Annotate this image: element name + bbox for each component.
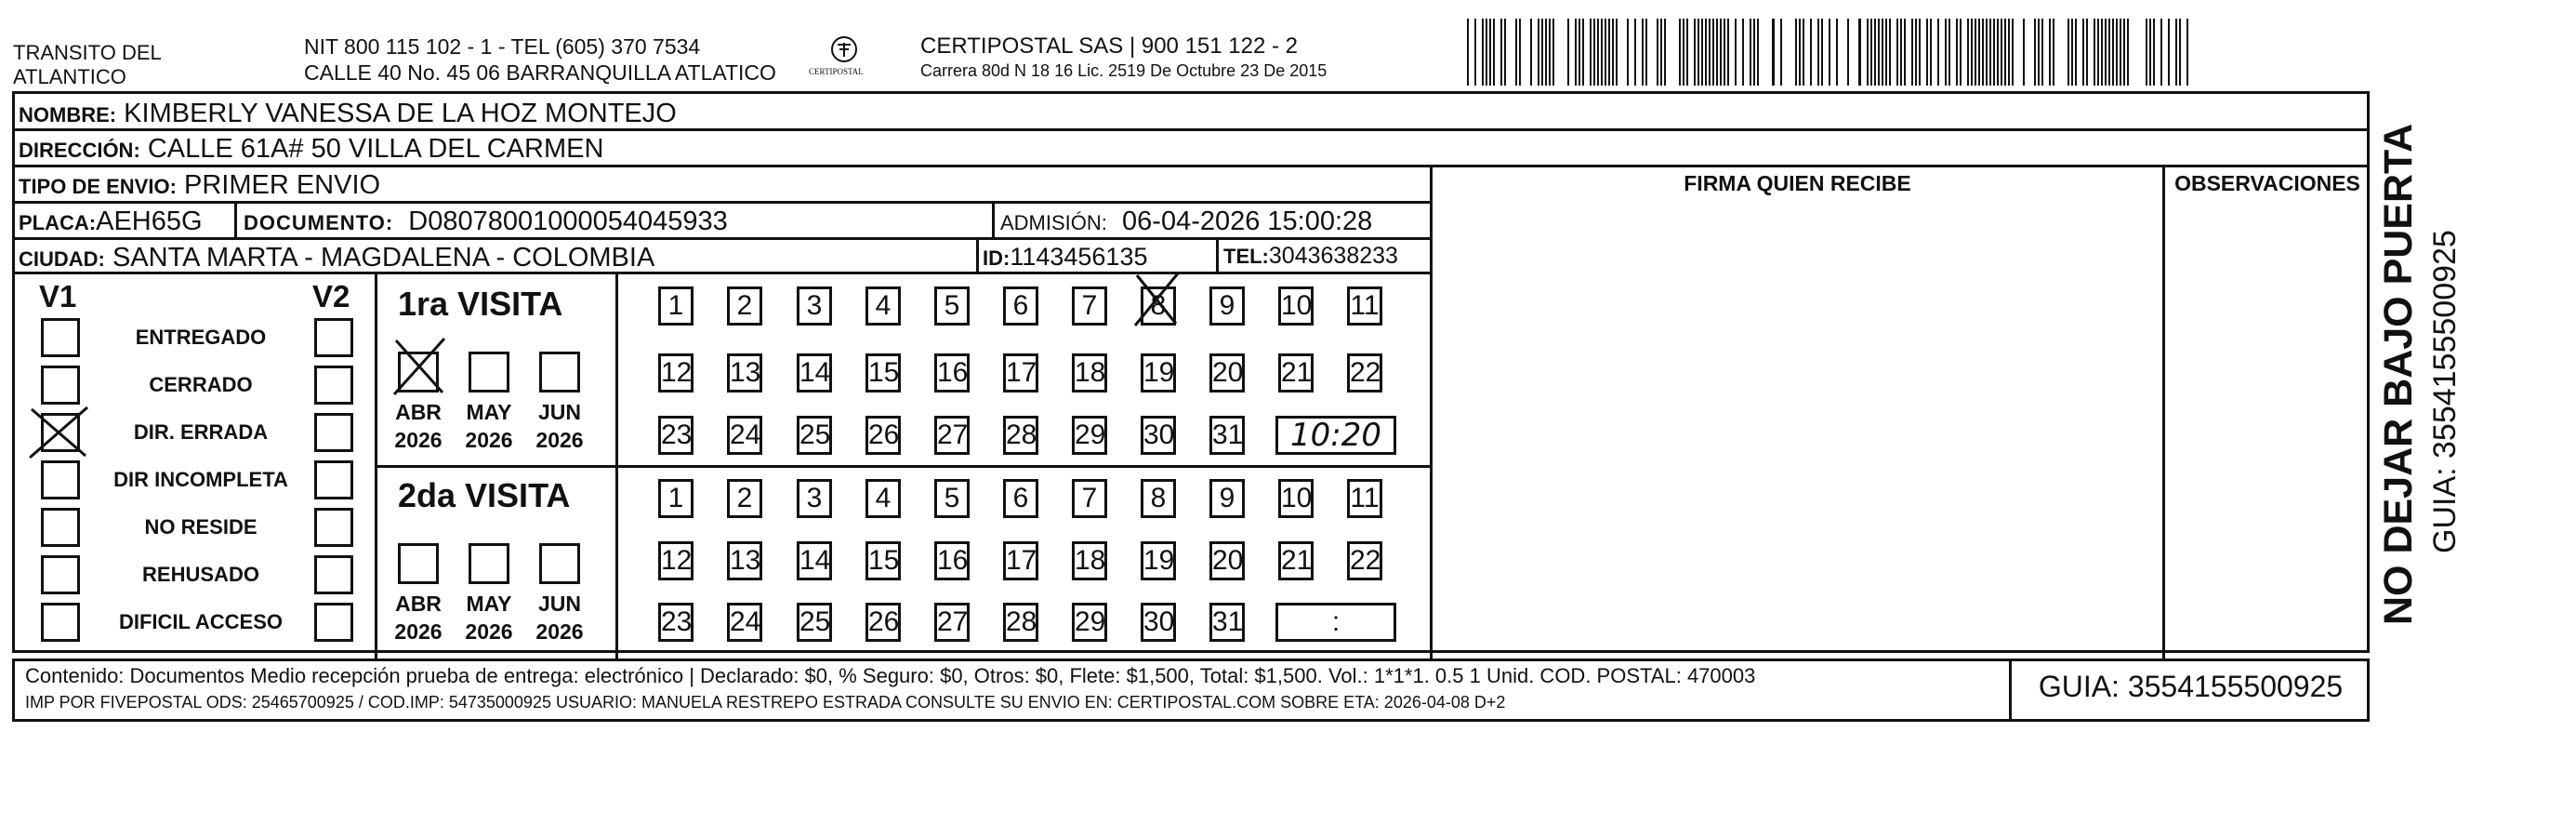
id-label: ID: bbox=[983, 246, 1011, 270]
barcode bbox=[1467, 19, 2192, 86]
tipo-label: TIPO DE ENVIO: bbox=[19, 175, 177, 198]
month-label bbox=[461, 398, 517, 454]
certipostal-line1: CERTIPOSTAL SAS | 900 151 122 - 2 bbox=[920, 33, 1298, 59]
day-box[interactable]: 9 bbox=[1209, 286, 1245, 326]
day-box[interactable]: 15 bbox=[865, 541, 901, 580]
second-visit-title: 2da VISITA bbox=[398, 476, 571, 514]
day-box[interactable]: 21 bbox=[1278, 541, 1314, 580]
status-label: DIR INCOMPLETA bbox=[113, 468, 288, 491]
tel-label: TEL: bbox=[1223, 245, 1269, 268]
v1-checkbox[interactable] bbox=[41, 508, 80, 547]
ciudad-label: CIUDAD: bbox=[19, 247, 105, 271]
nombre-row bbox=[19, 99, 677, 129]
time-box[interactable]: : bbox=[1275, 603, 1396, 642]
direccion-row bbox=[19, 134, 603, 165]
day-box[interactable]: 5 bbox=[934, 286, 970, 326]
day-box[interactable]: 22 bbox=[1347, 353, 1382, 393]
ciudad-value: SANTA MARTA - MAGDALENA - COLOMBIA bbox=[112, 243, 655, 273]
day-box[interactable]: 29 bbox=[1072, 416, 1107, 455]
month-year: 2026 bbox=[465, 428, 513, 452]
direccion-label: DIRECCIÓN: bbox=[19, 139, 140, 162]
side-guia: GUIA: 3554155500925 bbox=[2427, 230, 2463, 553]
v2-checkbox[interactable] bbox=[314, 555, 353, 594]
documento-row bbox=[244, 206, 728, 237]
day-box[interactable]: 10 bbox=[1278, 286, 1314, 326]
day-box[interactable]: 12 bbox=[658, 541, 694, 580]
side-warning: NO DEJAR BAJO PUERTA bbox=[2376, 123, 2421, 625]
day-box[interactable]: 9 bbox=[1209, 479, 1245, 518]
admision-label: ADMISIÓN: bbox=[1000, 211, 1107, 234]
v1-checkbox[interactable] bbox=[41, 555, 80, 594]
month-name: JUN bbox=[537, 592, 581, 616]
day-box[interactable]: 4 bbox=[865, 479, 901, 518]
day-box[interactable]: 23 bbox=[658, 416, 694, 455]
day-box[interactable]: 20 bbox=[1209, 541, 1245, 580]
day-box[interactable]: 2 bbox=[727, 286, 762, 326]
day-box[interactable]: 6 bbox=[1003, 479, 1038, 518]
day-box[interactable]: 13 bbox=[727, 541, 762, 580]
day-box[interactable]: 18 bbox=[1072, 541, 1107, 580]
tel-value: 3043638233 bbox=[1268, 243, 1398, 269]
day-box[interactable]: 25 bbox=[797, 603, 832, 642]
direccion-value: CALLE 61A# 50 VILLA DEL CARMEN bbox=[147, 134, 604, 164]
day-box[interactable]: 24 bbox=[727, 416, 762, 455]
v2-label: V2 bbox=[312, 279, 350, 313]
v1-checkbox[interactable] bbox=[41, 366, 80, 405]
month-label bbox=[390, 590, 446, 645]
day-box[interactable]: 2 bbox=[727, 479, 762, 518]
day-box[interactable]: 30 bbox=[1141, 603, 1176, 642]
v1-checkbox[interactable] bbox=[41, 460, 80, 499]
day-box[interactable]: 5 bbox=[934, 479, 970, 518]
month-year: 2026 bbox=[535, 428, 584, 452]
ciudad-row bbox=[19, 243, 654, 273]
checked-mark-icon bbox=[1133, 272, 1180, 327]
day-box[interactable]: 19 bbox=[1141, 353, 1176, 393]
day-box[interactable]: 22 bbox=[1347, 541, 1382, 580]
logo-text: CERTIPOSTAL bbox=[809, 67, 864, 76]
day-box[interactable]: 20 bbox=[1209, 353, 1245, 393]
day-box[interactable]: 1 bbox=[658, 479, 694, 518]
month-name: JUN bbox=[537, 400, 581, 424]
day-box[interactable]: 19 bbox=[1141, 541, 1176, 580]
address-line: CALLE 40 No. 45 06 BARRANQUILLA ATLATICO bbox=[304, 60, 776, 85]
day-box[interactable]: 4 bbox=[865, 286, 901, 326]
status-label: ENTREGADO bbox=[135, 326, 267, 349]
month-checkbox[interactable] bbox=[539, 543, 580, 584]
footer-line2: IMP POR FIVEPOSTAL ODS: 25465700925 / COD.IMP: 54735000925 USUARIO: MANUELA RESTREPO ESTRADA CONSULTE SU ENVIO EN: CERTIPOSTAL.COM SOBRE ETA: 2026-04-08 D+2 bbox=[25, 693, 1506, 712]
month-label bbox=[532, 590, 588, 645]
checked-mark-icon bbox=[28, 406, 89, 459]
month-checkbox[interactable] bbox=[469, 352, 509, 393]
day-box[interactable]: 28 bbox=[1003, 416, 1038, 455]
status-label: DIR. ERRADA bbox=[133, 420, 269, 444]
day-box[interactable]: 6 bbox=[1003, 286, 1038, 326]
day-box[interactable]: 28 bbox=[1003, 603, 1038, 642]
day-box[interactable]: 31 bbox=[1209, 416, 1245, 455]
status-label: REHUSADO bbox=[142, 563, 259, 586]
certipostal-logo bbox=[807, 33, 881, 84]
day-box[interactable]: 26 bbox=[865, 416, 901, 455]
day-box[interactable]: 10 bbox=[1278, 479, 1314, 518]
placa-label: PLACA: bbox=[19, 211, 97, 234]
v2-checkbox[interactable] bbox=[314, 366, 353, 405]
day-box[interactable]: 29 bbox=[1072, 603, 1107, 642]
day-box[interactable]: 27 bbox=[934, 416, 970, 455]
time-box[interactable]: 10:20 bbox=[1275, 416, 1396, 455]
placa-row bbox=[19, 206, 203, 237]
status-label: DIFICIL ACCESO bbox=[118, 610, 283, 633]
day-box[interactable]: 18 bbox=[1072, 353, 1107, 393]
month-name: ABR bbox=[395, 592, 442, 616]
admision-value: 06-04-2026 15:00:28 bbox=[1122, 206, 1373, 236]
month-year: 2026 bbox=[394, 619, 443, 644]
day-box[interactable]: 12 bbox=[658, 353, 694, 393]
month-name: MAY bbox=[466, 400, 512, 424]
month-checkbox[interactable] bbox=[469, 543, 509, 584]
day-box[interactable]: 3 bbox=[797, 479, 832, 518]
day-box[interactable]: 8 bbox=[1141, 286, 1176, 326]
month-label bbox=[461, 590, 517, 645]
day-box[interactable]: 14 bbox=[797, 353, 832, 393]
day-box[interactable]: 31 bbox=[1209, 603, 1245, 642]
day-box[interactable]: 25 bbox=[797, 416, 832, 455]
day-box[interactable]: 7 bbox=[1072, 479, 1107, 518]
day-box[interactable]: 24 bbox=[727, 603, 762, 642]
checked-mark-icon bbox=[392, 337, 446, 396]
entity-line1: TRANSITO DEL bbox=[13, 41, 162, 64]
nombre-value: KIMBERLY VANESSA DE LA HOZ MONTEJO bbox=[124, 99, 677, 128]
footer-guia: GUIA: 3554155500925 bbox=[2038, 670, 2344, 703]
day-box[interactable]: 17 bbox=[1003, 353, 1038, 393]
day-box[interactable]: 16 bbox=[934, 353, 970, 393]
entity-line2: ATLANTICO bbox=[13, 65, 126, 88]
month-checkbox[interactable] bbox=[398, 543, 439, 584]
month-year: 2026 bbox=[394, 428, 443, 452]
month-label bbox=[532, 398, 588, 454]
admision-row bbox=[1000, 206, 1372, 237]
day-box[interactable]: 16 bbox=[934, 541, 970, 580]
month-name: ABR bbox=[395, 400, 442, 424]
tel-row bbox=[1223, 243, 1398, 270]
certipostal-line2: Carrera 80d N 18 16 Lic. 2519 De Octubre 23 De 2015 bbox=[920, 61, 1328, 80]
day-box[interactable]: 26 bbox=[865, 603, 901, 642]
documento-label: DOCUMENTO: bbox=[244, 211, 394, 234]
id-row bbox=[983, 243, 1148, 272]
documento-value: D08078001000054045933 bbox=[408, 206, 728, 236]
entity-name bbox=[13, 41, 162, 89]
v2-checkbox[interactable] bbox=[314, 318, 353, 357]
v1-checkbox[interactable] bbox=[41, 603, 80, 642]
v2-checkbox[interactable] bbox=[314, 508, 353, 547]
day-box[interactable]: 27 bbox=[934, 603, 970, 642]
day-box[interactable]: 17 bbox=[1003, 541, 1038, 580]
day-box[interactable]: 30 bbox=[1141, 416, 1176, 455]
footer-line1: Contenido: Documentos Medio recepción prueba de entrega: electrónico | Declarado: $0, % Seguro: $0, Otros: $0, Flete: $1,500, Total: $1,500. Vol.: 1*1*1. 0.5 1 Unid. COD. POSTAL: 470003 bbox=[25, 664, 1756, 687]
observaciones-header: OBSERVACIONES bbox=[2174, 171, 2360, 195]
entity-contact bbox=[304, 33, 776, 86]
month-year: 2026 bbox=[465, 619, 513, 644]
month-label bbox=[390, 398, 446, 454]
day-box[interactable]: 1 bbox=[658, 286, 694, 326]
day-box[interactable]: 13 bbox=[727, 353, 762, 393]
first-visit-title: 1ra VISITA bbox=[398, 285, 563, 323]
tipo-row bbox=[19, 170, 380, 201]
tipo-value: PRIMER ENVIO bbox=[183, 170, 381, 200]
placa-value: AEH65G bbox=[96, 206, 203, 236]
month-name: MAY bbox=[466, 592, 512, 616]
month-year: 2026 bbox=[535, 619, 584, 644]
day-box[interactable]: 11 bbox=[1347, 286, 1382, 326]
firma-header: FIRMA QUIEN RECIBE bbox=[1684, 171, 1911, 195]
v2-checkbox[interactable] bbox=[314, 603, 353, 642]
v2-checkbox[interactable] bbox=[314, 413, 353, 452]
day-box[interactable]: 14 bbox=[797, 541, 832, 580]
nit-line: NIT 800 115 102 - 1 - TEL (605) 370 7534 bbox=[304, 34, 701, 59]
v1-label: V1 bbox=[39, 279, 77, 313]
v2-checkbox[interactable] bbox=[314, 460, 353, 499]
month-checkbox[interactable] bbox=[539, 352, 580, 393]
status-label: CERRADO bbox=[149, 373, 253, 396]
day-box[interactable]: 21 bbox=[1278, 353, 1314, 393]
v1-checkbox[interactable] bbox=[41, 318, 80, 357]
day-box[interactable]: 8 bbox=[1141, 479, 1176, 518]
nombre-label: NOMBRE: bbox=[19, 103, 117, 126]
id-value: 1143456135 bbox=[1010, 243, 1148, 271]
day-box[interactable]: 15 bbox=[865, 353, 901, 393]
status-label: NO RESIDE bbox=[144, 515, 258, 539]
day-box[interactable]: 11 bbox=[1347, 479, 1382, 518]
day-box[interactable]: 7 bbox=[1072, 286, 1107, 326]
day-box[interactable]: 3 bbox=[797, 286, 832, 326]
day-box[interactable]: 23 bbox=[658, 603, 694, 642]
